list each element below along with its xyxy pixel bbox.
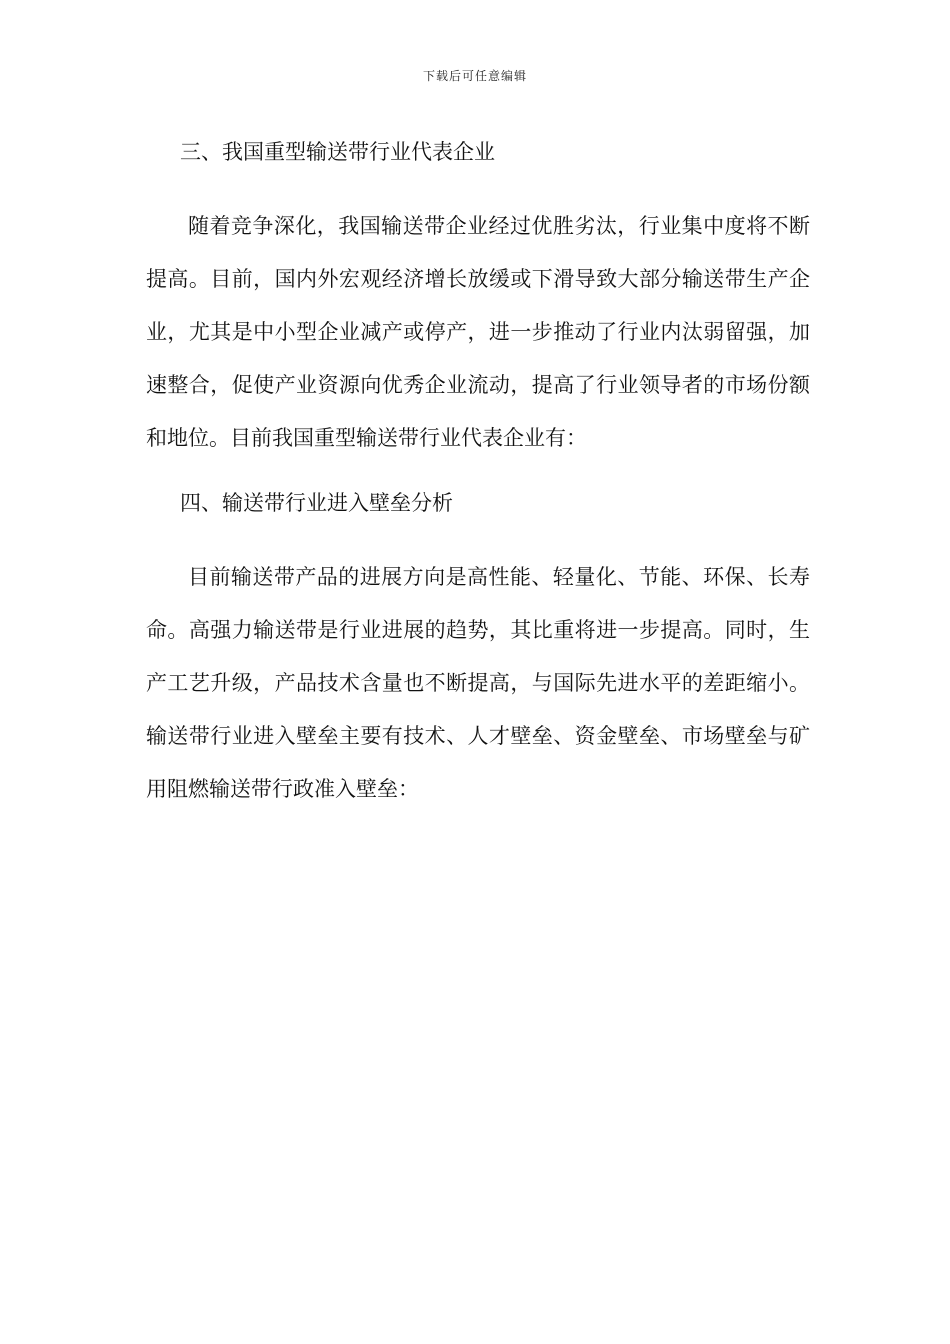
section-paragraph-3: 随着竞争深化，我国输送带企业经过优胜劣汰，行业集中度将不断提高。目前，国内外宏观经济增长放缓或下滑导致大部分输送带生产企业，尤其是中小型企业减产或停产，进一步推动了行业内汰弱留强，加速整合，促使产业资源向优秀企业流动，提高了行业领导者的市场份额和地位。目前我国重型输送带行业代表企业有： [146, 214, 810, 450]
section-heading-4: 四、输送带行业进入壁垒分析 [180, 491, 453, 515]
section-paragraph-4: 目前输送带产品的进展方向是高性能、轻量化、节能、环保、长寿命。高强力输送带是行业进展的趋势，其比重将进一步提高。同时，生产工艺升级，产品技术含量也不断提高，与国际先进水平的差距缩小。输送带行业进入壁垒主要有技术、人才壁垒、资金壁垒、市场壁垒与矿用阻燃输送带行政准入壁垒： [146, 565, 810, 801]
spacer [146, 527, 810, 551]
spacer [146, 176, 810, 200]
spacer [146, 465, 810, 479]
page-header: 下载后可任意编辑 [422, 69, 527, 83]
section-heading-3: 三、我国重型输送带行业代表企业 [180, 140, 495, 164]
document-body [146, 128, 810, 816]
